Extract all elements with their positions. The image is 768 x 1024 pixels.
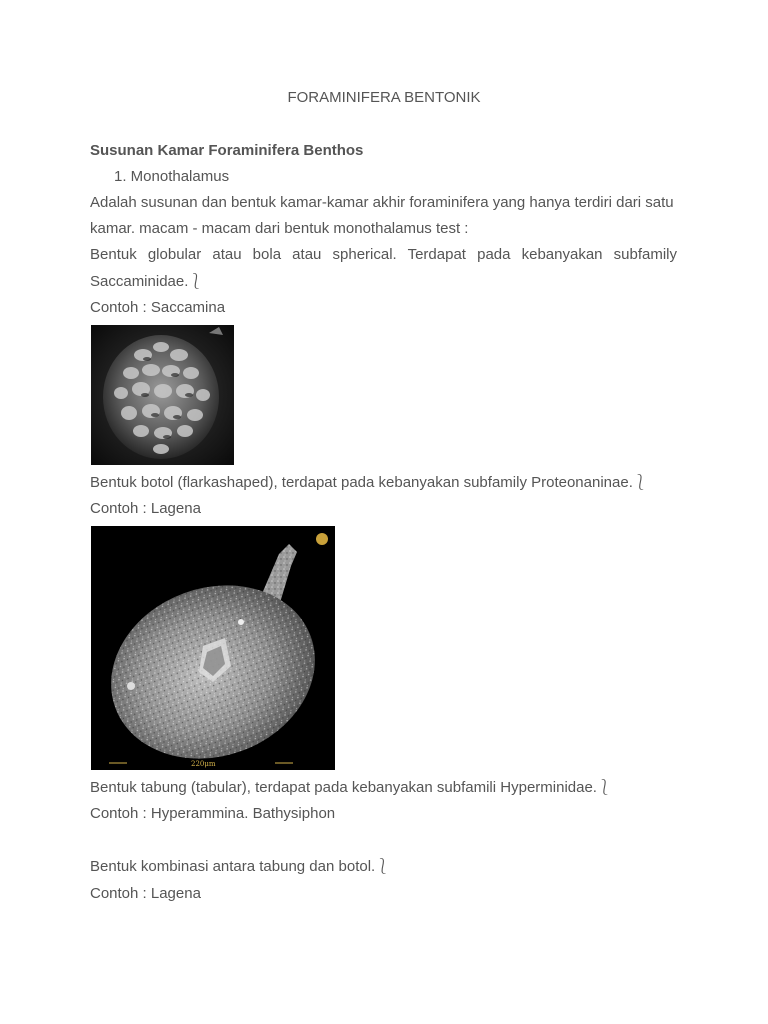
- globular-line-1: Bentuk globular atau bola atau spherical. Terdapat pada kebanyakan subfamily: [90, 246, 677, 263]
- example-lagena-1: Contoh : Lagena: [90, 500, 201, 517]
- example-hyperammina: Contoh : Hyperammina. Bathysiphon: [90, 805, 336, 822]
- scale-bar-label: 220μm: [191, 760, 216, 768]
- kombinasi-line: Bentuk kombinasi antara tabung dan botol.⎱: [90, 858, 391, 875]
- intro-line-1: Adalah susunan dan bentuk kamar-kamar akhir foraminifera yang hanya terdiri dari satu: [90, 194, 674, 211]
- lagena-image: [91, 526, 335, 770]
- tabung-line: Bentuk tabung (tabular), terdapat pada kebanyakan subfamili Hyperminidae.⎱: [90, 779, 612, 796]
- globular-line-2: Saccaminidae.⎱: [90, 273, 204, 290]
- intro-line-2: kamar. macam - macam dari bentuk monothalamus test :: [90, 220, 469, 237]
- list-item-monothalamus: 1. Monothalamus: [114, 168, 230, 185]
- example-saccamina: Contoh : Saccamina: [90, 299, 226, 316]
- section-heading: Susunan Kamar Foraminifera Benthos: [90, 142, 364, 159]
- globular-paragraph: [90, 246, 677, 264]
- saccamina-image: [91, 325, 234, 465]
- example-lagena-2: Contoh : Lagena: [90, 885, 201, 902]
- page-title: FORAMINIFERA BENTONIK: [287, 89, 481, 106]
- botol-line: Bentuk botol (flarkashaped), terdapat pada kebanyakan subfamily Proteonaninae.⎱: [90, 474, 648, 491]
